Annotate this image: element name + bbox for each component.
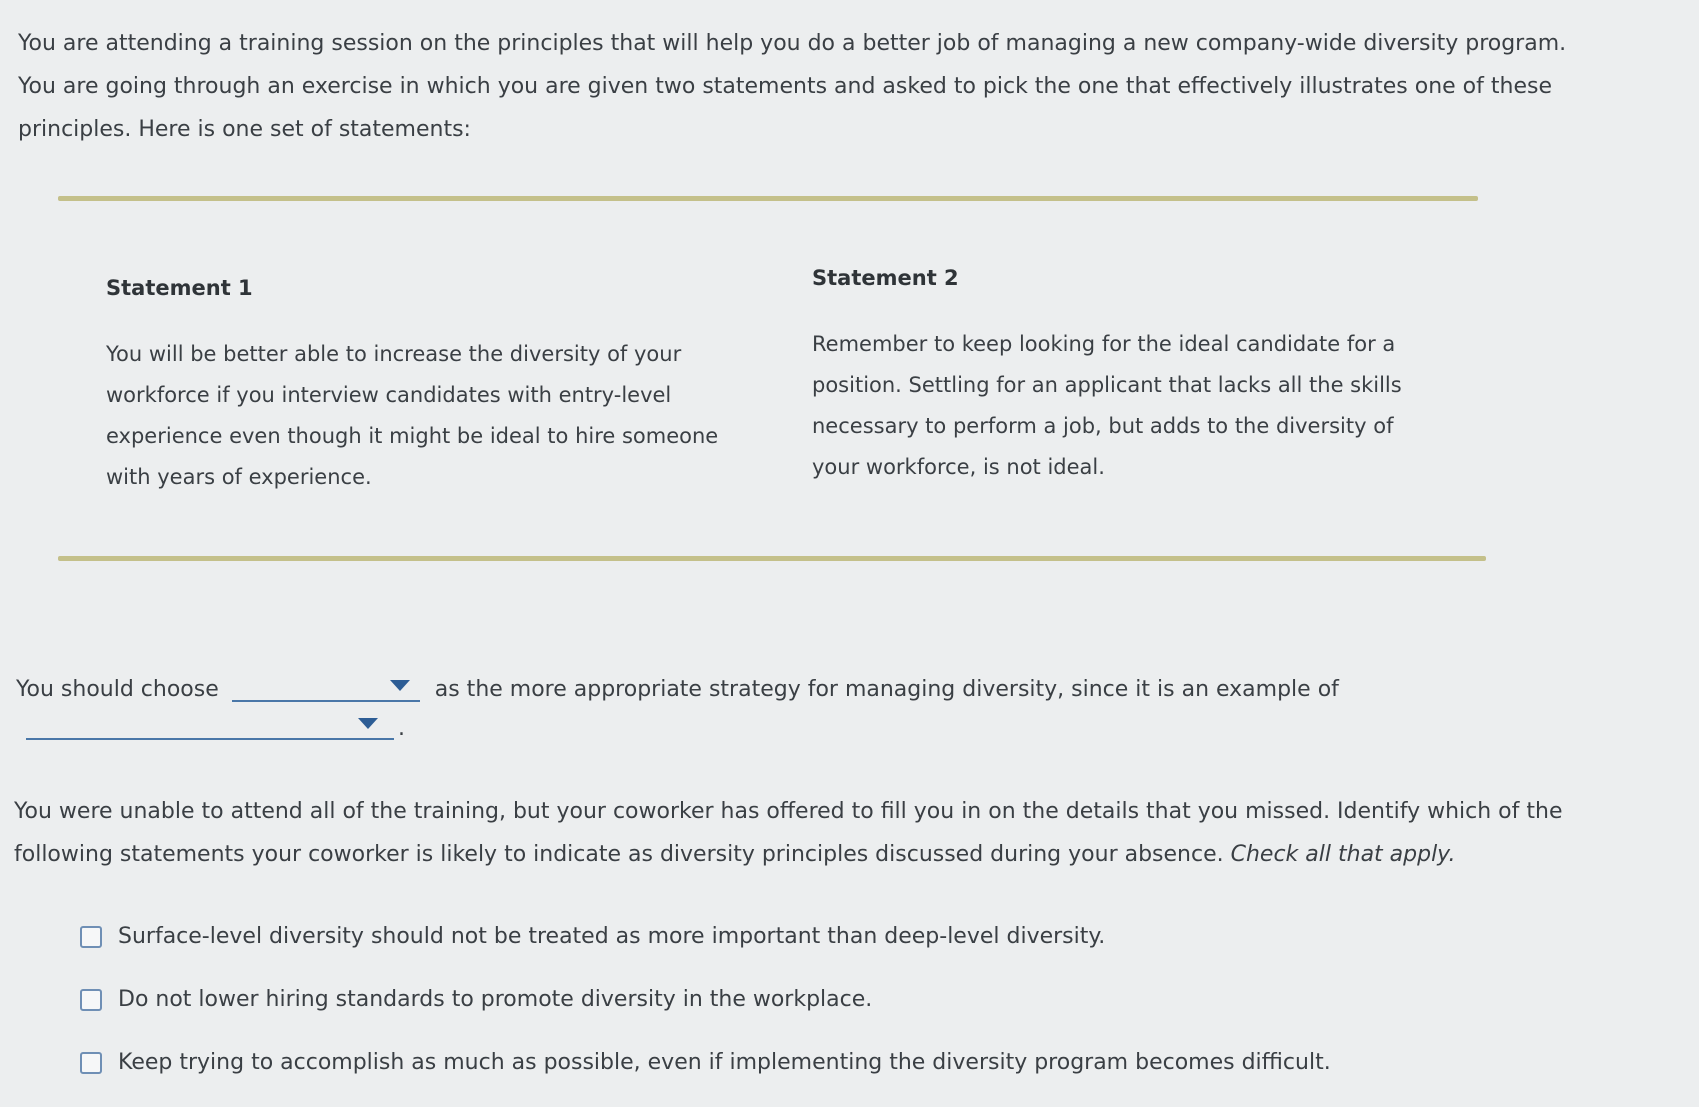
sentence-period: . — [398, 716, 405, 741]
divider-bottom — [58, 556, 1486, 561]
option-item[interactable] — [80, 968, 1331, 1031]
checkbox[interactable] — [80, 926, 102, 948]
question-body: You were unable to attend all of the training, but your coworker has offered to fill you in on the details that you missed. Identify which of the following statements your coworker is likely to indicate as diversity principles discussed during your absence. — [14, 799, 1563, 867]
option-item[interactable] — [80, 905, 1331, 968]
statement-2-body: Remember to keep looking for the ideal candidate for a position. Settling for an applicant that lacks all the skills necessary to perform a job, but adds to the diversity of your workforce, is not ideal. — [812, 332, 1402, 479]
choose-suffix: as the more appropriate strategy for managing diversity, since it is an example of — [434, 677, 1339, 702]
caret-down-icon[interactable] — [390, 680, 410, 691]
caret-down-icon[interactable] — [358, 718, 378, 729]
principle-dropdown[interactable] — [26, 708, 394, 740]
option-label[interactable]: Keep trying to accomplish as much as possible, even if implementing the diversity program becomes difficult. — [118, 1050, 1331, 1075]
statement-1-heading: Statement 1 — [106, 276, 253, 300]
checkbox[interactable] — [80, 1052, 102, 1074]
choose-prefix: You should choose — [16, 677, 219, 702]
divider-top — [58, 196, 1478, 201]
question-text — [14, 790, 1654, 876]
statement-2 — [812, 266, 1432, 488]
options-list — [80, 905, 1331, 1094]
option-label[interactable]: Do not lower hiring standards to promote diversity in the workplace. — [118, 987, 873, 1012]
question-instruction: Check all that apply. — [1230, 842, 1456, 867]
option-label[interactable]: Surface-level diversity should not be treated as more important than deep-level diversity. — [118, 924, 1106, 949]
checkbox[interactable] — [80, 989, 102, 1011]
statement-1-body: You will be better able to increase the diversity of your workforce if you interview candidates with entry-level experience even though it might be ideal to hire someone with years of experience. — [106, 342, 719, 489]
intro-text: You are attending a training session on the principles that will help you do a better job of managing a new company-wide diversity program. You are going through an exercise in which you are given two statements and asked to pick the one that effectively illustrates one of these principles. Here is one set of statements: — [18, 31, 1567, 142]
statement-1 — [106, 276, 726, 498]
choose-sentence — [16, 670, 1339, 702]
statement-2-heading: Statement 2 — [812, 266, 959, 290]
option-item[interactable] — [80, 1031, 1331, 1094]
statement-choice-dropdown[interactable] — [232, 670, 420, 702]
